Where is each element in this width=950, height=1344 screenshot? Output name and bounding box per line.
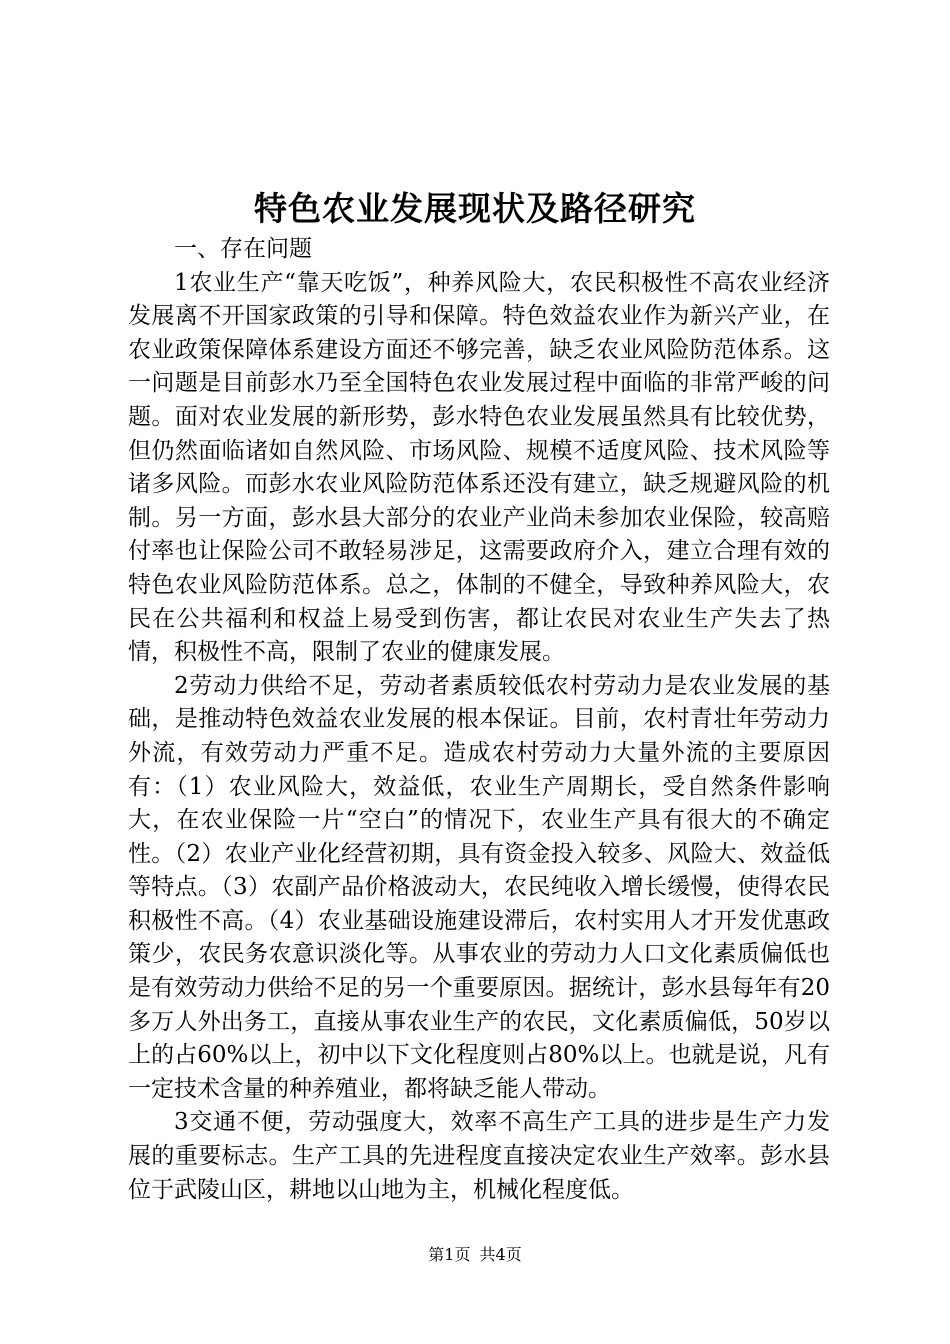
body-paragraph: 1农业生产“靠天吃饭”，种养风险大，农民积极性不高农业经济发展离不开国家政策的引导和保障。特色效益农业作为新兴产业，在农业政策保障体系建设方面还不够完善，缺乏农业风险防范体系。这一问题是目前彭水乃至全国特色农业发展过程中面临的非常严峻的问题。面对农业发展的新形势，彭水特色农业发展虽然具有比较优势，但仍然面临诸如自然风险、市场风险、规模不适度风险、技术风险等诸多风险。而彭水农业风险防范体系还没有建立，缺乏规避风险的机制。另一方面，彭水县大部分的农业产业尚未参加农业保险，较高赔付率也让保险公司不敢轻易涉足，这需要政府介入，建立合理有效的特色农业风险防范体系。总之，体制的不健全，导致种养风险大，农民在公共福利和权益上易受到伤害，都让农民对农业生产失去了热情，积极性不高，限制了农业的健康发展。 xyxy=(128,269,830,666)
document-title: 特色农业发展现状及路径研究 xyxy=(254,189,696,228)
section-heading: 一、存在问题 xyxy=(174,236,312,262)
body-paragraph: 3交通不便，劳动强度大，效率不高生产工具的进步是生产力发展的重要标志。生产工具的先进程度直接决定农业生产效率。彭水县位于武陵山区，耕地以山地为主，机械化程度低。 xyxy=(128,1109,830,1203)
page-total: 共4页 xyxy=(479,1245,522,1264)
body-paragraph: 2劳动力供给不足，劳动者素质较低农村劳动力是农业发展的基础，是推动特色效益农业发展的根本保证。目前，农村青壮年劳动力外流，有效劳动力严重不足。造成农村劳动力大量外流的主要原因有：（1）农业风险大，效益低，农业生产周期长，受自然条件影响大，在农业保险一片“空白”的情况下，农业生产具有很大的不确定性。（2）农业产业化经营初期，具有资金投入较多、风险大、效益低等特点。（3）农副产品价格波动大，农民纯收入增长缓慢，使得农民积极性不高。（4）农业基础设施建设滞后，农村实用人才开发优惠政策少，农民务农意识淡化等。从事农业的劳动力人口文化素质偏低也是有效劳动力供给不足的另一个重要原因。据统计，彭水县每年有20多万人外出务工，直接从事农业生产的农民，文化素质偏低，50岁以上的占60%以上，初中以下文化程度则占80%以上。也就是说，凡有一定技术含量的种养殖业，都将缺乏能人带动。 xyxy=(128,672,830,1102)
page-number: 第1页 xyxy=(428,1245,471,1264)
page-footer xyxy=(0,1244,950,1266)
document-body xyxy=(128,233,830,1207)
